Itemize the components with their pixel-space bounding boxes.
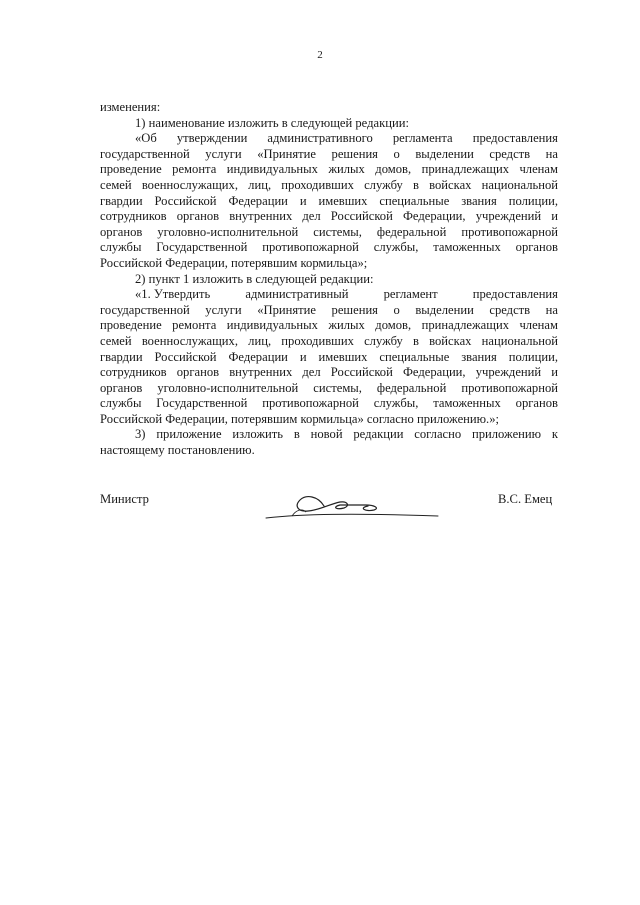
- item2-line: сотрудников органов внутренних дел Российской Федерации, учреждений и: [100, 365, 558, 380]
- item2-word: регламент: [383, 287, 438, 302]
- item1-line: службы Государственной противопожарной службы, таможенных органов: [100, 240, 558, 255]
- item2-line: проведение ремонта индивидуальных жилых домов, принадлежащих членам: [100, 318, 558, 333]
- item1-first-line: [100, 131, 558, 147]
- item1-line: органов уголовно-исполнительной системы, федеральной противопожарной: [100, 224, 558, 239]
- item2-last-line: Российской Федерации, потерявшим кормильца» согласно приложению.»;: [100, 411, 499, 426]
- item3-line: 3) приложение изложить в новой редакции согласно приложению к: [135, 427, 558, 442]
- item1-line: гвардии Российской Федерации и имевших специальные звания полиции,: [100, 193, 558, 208]
- item2-word: предоставления: [472, 287, 558, 302]
- item1-last-line: Российской Федерации, потерявшим кормильца»;: [100, 255, 368, 270]
- handwritten-signature: [262, 486, 442, 526]
- item2-first-line: [100, 287, 558, 303]
- signature-title: Министр: [100, 492, 149, 506]
- document-body: [100, 100, 558, 459]
- item1-word: регламента: [392, 131, 453, 146]
- item1-line: проведение ремонта индивидуальных жилых домов, принадлежащих членам: [100, 162, 558, 177]
- item1-heading: 1) наименование изложить в следующей редакции:: [135, 115, 409, 130]
- item2-line: органов уголовно-исполнительной системы, федеральной противопожарной: [100, 380, 558, 395]
- item2-word: административный: [245, 287, 349, 302]
- page-number: 2: [317, 49, 323, 61]
- item2-heading: 2) пункт 1 изложить в следующей редакции:: [135, 271, 374, 286]
- item1-line: семей военнослужащих, лиц, проходивших службу в войсках национальной: [100, 177, 558, 192]
- item1-word: утверждении: [176, 131, 248, 146]
- item2-line: семей военнослужащих, лиц, проходивших службу в войсках национальной: [100, 333, 558, 348]
- item2-word: «1. Утвердить: [135, 287, 211, 302]
- item1-word: «Об: [135, 131, 157, 146]
- item1-word: административного: [267, 131, 373, 146]
- signatory-name: В.С. Емец: [498, 492, 553, 506]
- item1-line: государственной услуги «Принятие решения о выделении средств на: [100, 146, 558, 161]
- item1-line: сотрудников органов внутренних дел Российской Федерации, учреждений и: [100, 209, 558, 224]
- item2-line: гвардии Российской Федерации и имевших специальные звания полиции,: [100, 349, 558, 364]
- intro-line: изменения:: [100, 100, 161, 114]
- item3-line: настоящему постановлению.: [100, 443, 255, 458]
- item2-line: государственной услуги «Принятие решения о выделении средств на: [100, 302, 558, 317]
- item1-word: предоставления: [472, 131, 558, 146]
- item2-line: службы Государственной противопожарной службы, таможенных органов: [100, 396, 558, 411]
